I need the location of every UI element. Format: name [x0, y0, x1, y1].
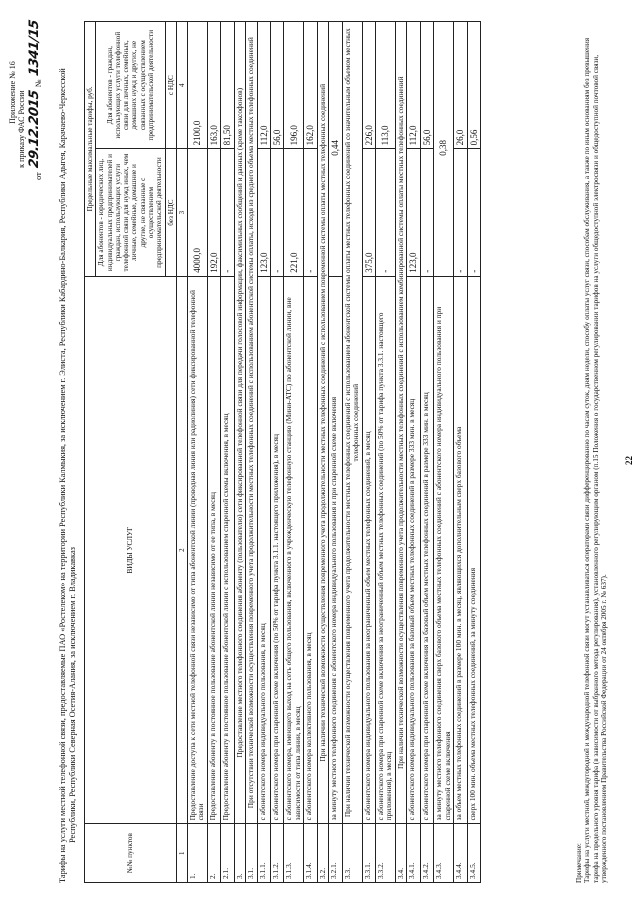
appendix-label: Приложение № 16: [8, 61, 17, 124]
tariff-without-vat: -: [420, 149, 433, 276]
row-number: 3.: [234, 824, 246, 883]
row-number: 3.1.: [246, 824, 258, 883]
service-name: сверх 100 мин. объема местных телефонных соединений, за минуту соединения: [467, 276, 480, 824]
service-name: за минуту местного телефонного соединения с абонентского номера индивидуального пользования и при спаренной схеме включения: [329, 276, 342, 824]
notes-heading: Примечание:: [575, 843, 583, 883]
row-number: 3.3.: [342, 824, 362, 883]
appendix-header: [8, 20, 43, 180]
service-name: с абонентского номера при спаренной схеме включения за базовый объем местных телефонных соединений в размере 333 мин. в месяц: [420, 276, 433, 824]
tariff-without-vat: 123,0: [407, 149, 420, 276]
table-row: [187, 22, 207, 883]
section-title: При наличии технической возможности осуществления повременного учета продолжительности местных телефонных соединений с использованием повременной системы оплаты местных телефонных соединений: [317, 22, 329, 824]
document-title: [58, 23, 77, 883]
header-citizens: Для абонентов - граждан, использующих услуги телефонной связи для личных, семейных, домашних нужд и других, не связанных с осуществлением предпринимательской деятельности: [96, 22, 165, 149]
tariff-with-vat: 112,0: [257, 22, 270, 149]
row-number: 2.: [207, 824, 220, 883]
row-number: 3.1.1.: [257, 824, 270, 883]
tariff-with-vat: 81,50: [221, 22, 234, 149]
tariff-with-vat: 26,0: [454, 22, 467, 149]
notes: [575, 23, 608, 883]
tariff-with-vat: 0,56: [467, 22, 480, 149]
tariff-with-vat: 226,0: [362, 22, 375, 149]
section-row: [234, 22, 246, 883]
handwritten-number: 1341/15: [27, 18, 43, 77]
service-name: Предоставление доступа к сети местной телефонной связи независимо от типа абонентской линии (проводная линия или радиолиния) сети фиксированной телефонной связи: [187, 276, 207, 824]
service-name: с абонентского номера при спаренной схеме включения за неограниченный объем местных телефонных соединений (по 50% от тарифа пункта 3.3.1. настоящего приложения), в месяц: [375, 276, 395, 824]
section-row: [317, 22, 329, 883]
table-row: [270, 22, 283, 883]
service-name: с абонентского номера коллективного пользования, в месяц: [304, 276, 317, 824]
row-number: 3.4.4.: [454, 824, 467, 883]
tariff-value-shared: 0,38: [434, 22, 454, 277]
table-row: [257, 22, 270, 883]
table-row: [407, 22, 420, 883]
column-index: 1: [176, 824, 187, 883]
header-tariffs: Предельные максимальные тарифы, руб.: [85, 22, 96, 277]
header-services: ВИДЫ УСЛУГ: [85, 276, 177, 824]
date-prefix: от: [34, 172, 44, 180]
section-title: При наличии технической возможности осуществления повременного учета продолжительности местных телефонных соединений с использованием комбинированной системы оплаты местных телефонных соединений: [395, 22, 407, 824]
row-number: 3.4.: [395, 824, 407, 883]
title-line-2: Республики, Республики Северная Осетия-Алания, за исключением г. Владикавказ: [67, 547, 77, 843]
row-number: 3.1.2.: [270, 824, 283, 883]
row-number: 3.2.: [317, 824, 329, 883]
table-row: [304, 22, 317, 883]
header-with-vat: с НДС: [165, 22, 176, 149]
tariff-with-vat: 56,0: [420, 22, 433, 149]
title-line-1: Тарифы на услуги местной телефонной связи, предоставляемые ПАО «Ростелеком» на территории Республики Калмыкия, за исключением г. Элиста, Республики Кабардино-Балкария, Республики Адыгея, Карачаево-Черкесской: [58, 68, 67, 883]
tariff-table: [84, 21, 481, 883]
table-row: [221, 22, 234, 883]
tariff-without-vat: -: [304, 149, 317, 276]
row-number: 1.: [187, 824, 207, 883]
tariff-with-vat: 163,0: [207, 22, 220, 149]
row-number: 2.1.: [221, 824, 234, 883]
row-number: 3.1.3.: [284, 824, 304, 883]
order-reference: к приказу ФАС России: [17, 90, 27, 168]
tariff-without-vat: 4000,0: [187, 149, 207, 276]
service-name: с абонентского номера при спаренной схеме включения (по 50% от тарифа пункта 3.1.1. настоящего приложения), в месяц: [270, 276, 283, 824]
service-name: Предоставление абоненту в постоянное пользование абонентской линии с использованием спаренной схемы включения, в месяц: [221, 276, 234, 824]
tariff-with-vat: 2100,0: [187, 22, 207, 149]
service-name: с абонентского номера, имеющего выход на сеть общего пользования, включенного в учрежденческую телефонную станцию (Мини-АТС) по абонентской линии, вне зависимости от типа линии, в месяц: [284, 276, 304, 824]
service-name: Предоставление абоненту в постоянное пользование абонентской линии независимо от ее типа, в месяц: [207, 276, 220, 824]
tariff-with-vat: 56,0: [270, 22, 283, 149]
tariff-rows: [187, 22, 480, 883]
section-row: [342, 22, 362, 883]
tariff-with-vat: 162,0: [304, 22, 317, 149]
tariff-without-vat: -: [270, 149, 283, 276]
service-name: с абонентского номера индивидуального пользования, в месяц: [257, 276, 270, 824]
tariff-without-vat: 375,0: [362, 149, 375, 276]
tariff-without-vat: 123,0: [257, 149, 270, 276]
row-number: 3.3.1.: [362, 824, 375, 883]
section-title: При отсутствии технической возможности осуществления повременного учета продолжительности местных телефонных соединений с использованием абонентской системы оплаты, исходя из среднего объема местных телефонных соединений: [246, 22, 258, 824]
table-row: [454, 22, 467, 883]
row-number: 3.1.4.: [304, 824, 317, 883]
table-row: [329, 22, 342, 883]
section-title: При наличии технической возможности осуществления повременного учета продолжительности местных телефонных соединений с использованием абонентской системы оплаты местных телефонных соединений со значительным объемом местных телефонных соединений: [342, 22, 362, 824]
notes-text: Тарифы на услуги местной, междугородной и международной телефонной связи могут устанавливаться операторами связи дифференцированно по часам суток, дням недели, способу оплаты услуг связи, способам обслуживания, а также по иным основаниям без превышения тарифа на предельного уровня тарифа (в зависимости от выбранного метода регулирования), установленного регулирующим органом (п.15 Положения о государственном регулировании тарифов на услуги общедоступной электросвязи и общедоступной почтовой связи, утвержденного постановлением Правительства Российской Федерации от 24 октября 2005 г. № 637).: [583, 37, 608, 883]
column-index: 2: [176, 276, 187, 824]
tariff-value-shared: 0,44: [329, 22, 342, 277]
tariff-without-vat: -: [454, 149, 467, 276]
table-row: [362, 22, 375, 883]
column-index: 3: [176, 149, 187, 276]
tariff-with-vat: 196,0: [284, 22, 304, 149]
number-prefix: №: [34, 79, 44, 88]
tariff-without-vat: -: [221, 149, 234, 276]
service-name: за объем местных телефонных соединений в размере 100 мин. в месяц, являющихся дополнительным сверх базового объема: [454, 276, 467, 824]
tariff-with-vat: 112,0: [407, 22, 420, 149]
table-row: [284, 22, 304, 883]
row-number: 3.4.5.: [467, 824, 480, 883]
section-row: [395, 22, 407, 883]
table-row: [207, 22, 220, 883]
tariff-without-vat: 192,0: [207, 149, 220, 276]
section-title: Предоставление местного телефонного соединения абоненту (пользователю) сети фиксированной телефонной связи для передачи голосовой информации, факсимильных сообщений и данных (кроме таксофонов): [234, 22, 246, 824]
tariff-with-vat: 113,0: [375, 22, 395, 149]
row-number: 3.3.2.: [375, 824, 395, 883]
table-row: [375, 22, 395, 883]
service-name: с абонентского номера индивидуального пользования за базовый объем местных телефонных соединений в размере 333 мин. в месяц: [407, 276, 420, 824]
header-without-vat: без НДС: [165, 149, 176, 276]
row-number: 3.4.3.: [434, 824, 454, 883]
row-number: 3.4.2.: [420, 824, 433, 883]
header-number: №№ пунктов: [85, 824, 177, 883]
header-legal-entities: Для абонентов - юридических лиц, индивидуальных предпринимателей и граждан, использующих услуги телефонной связи для нужд иных, чем личные, семейные, домашние и другие, не связанные с осуществлением предпринимательской деятельности: [96, 149, 165, 276]
table-row: [434, 22, 454, 883]
table-row: [467, 22, 480, 883]
table-row: [420, 22, 433, 883]
tariff-without-vat: -: [467, 149, 480, 276]
service-name: с абонентского номера индивидуального пользования за неограниченный объем местных телефонных соединений, в месяц: [362, 276, 375, 824]
service-name: за минуту местного телефонного соединения сверх базового объема местных телефонных соединений с абонентского номера индивидуального пользования и при спаренной схеме включения: [434, 276, 454, 824]
row-number: 3.4.1.: [407, 824, 420, 883]
section-row: [246, 22, 258, 883]
column-index: 4: [176, 22, 187, 149]
tariff-without-vat: -: [375, 149, 395, 276]
tariff-without-vat: 221,0: [284, 149, 304, 276]
handwritten-date: 29.12.2015: [27, 89, 43, 170]
page-number: 22: [624, 456, 634, 465]
row-number: 3.2.1.: [329, 824, 342, 883]
order-date-number: [28, 20, 43, 180]
